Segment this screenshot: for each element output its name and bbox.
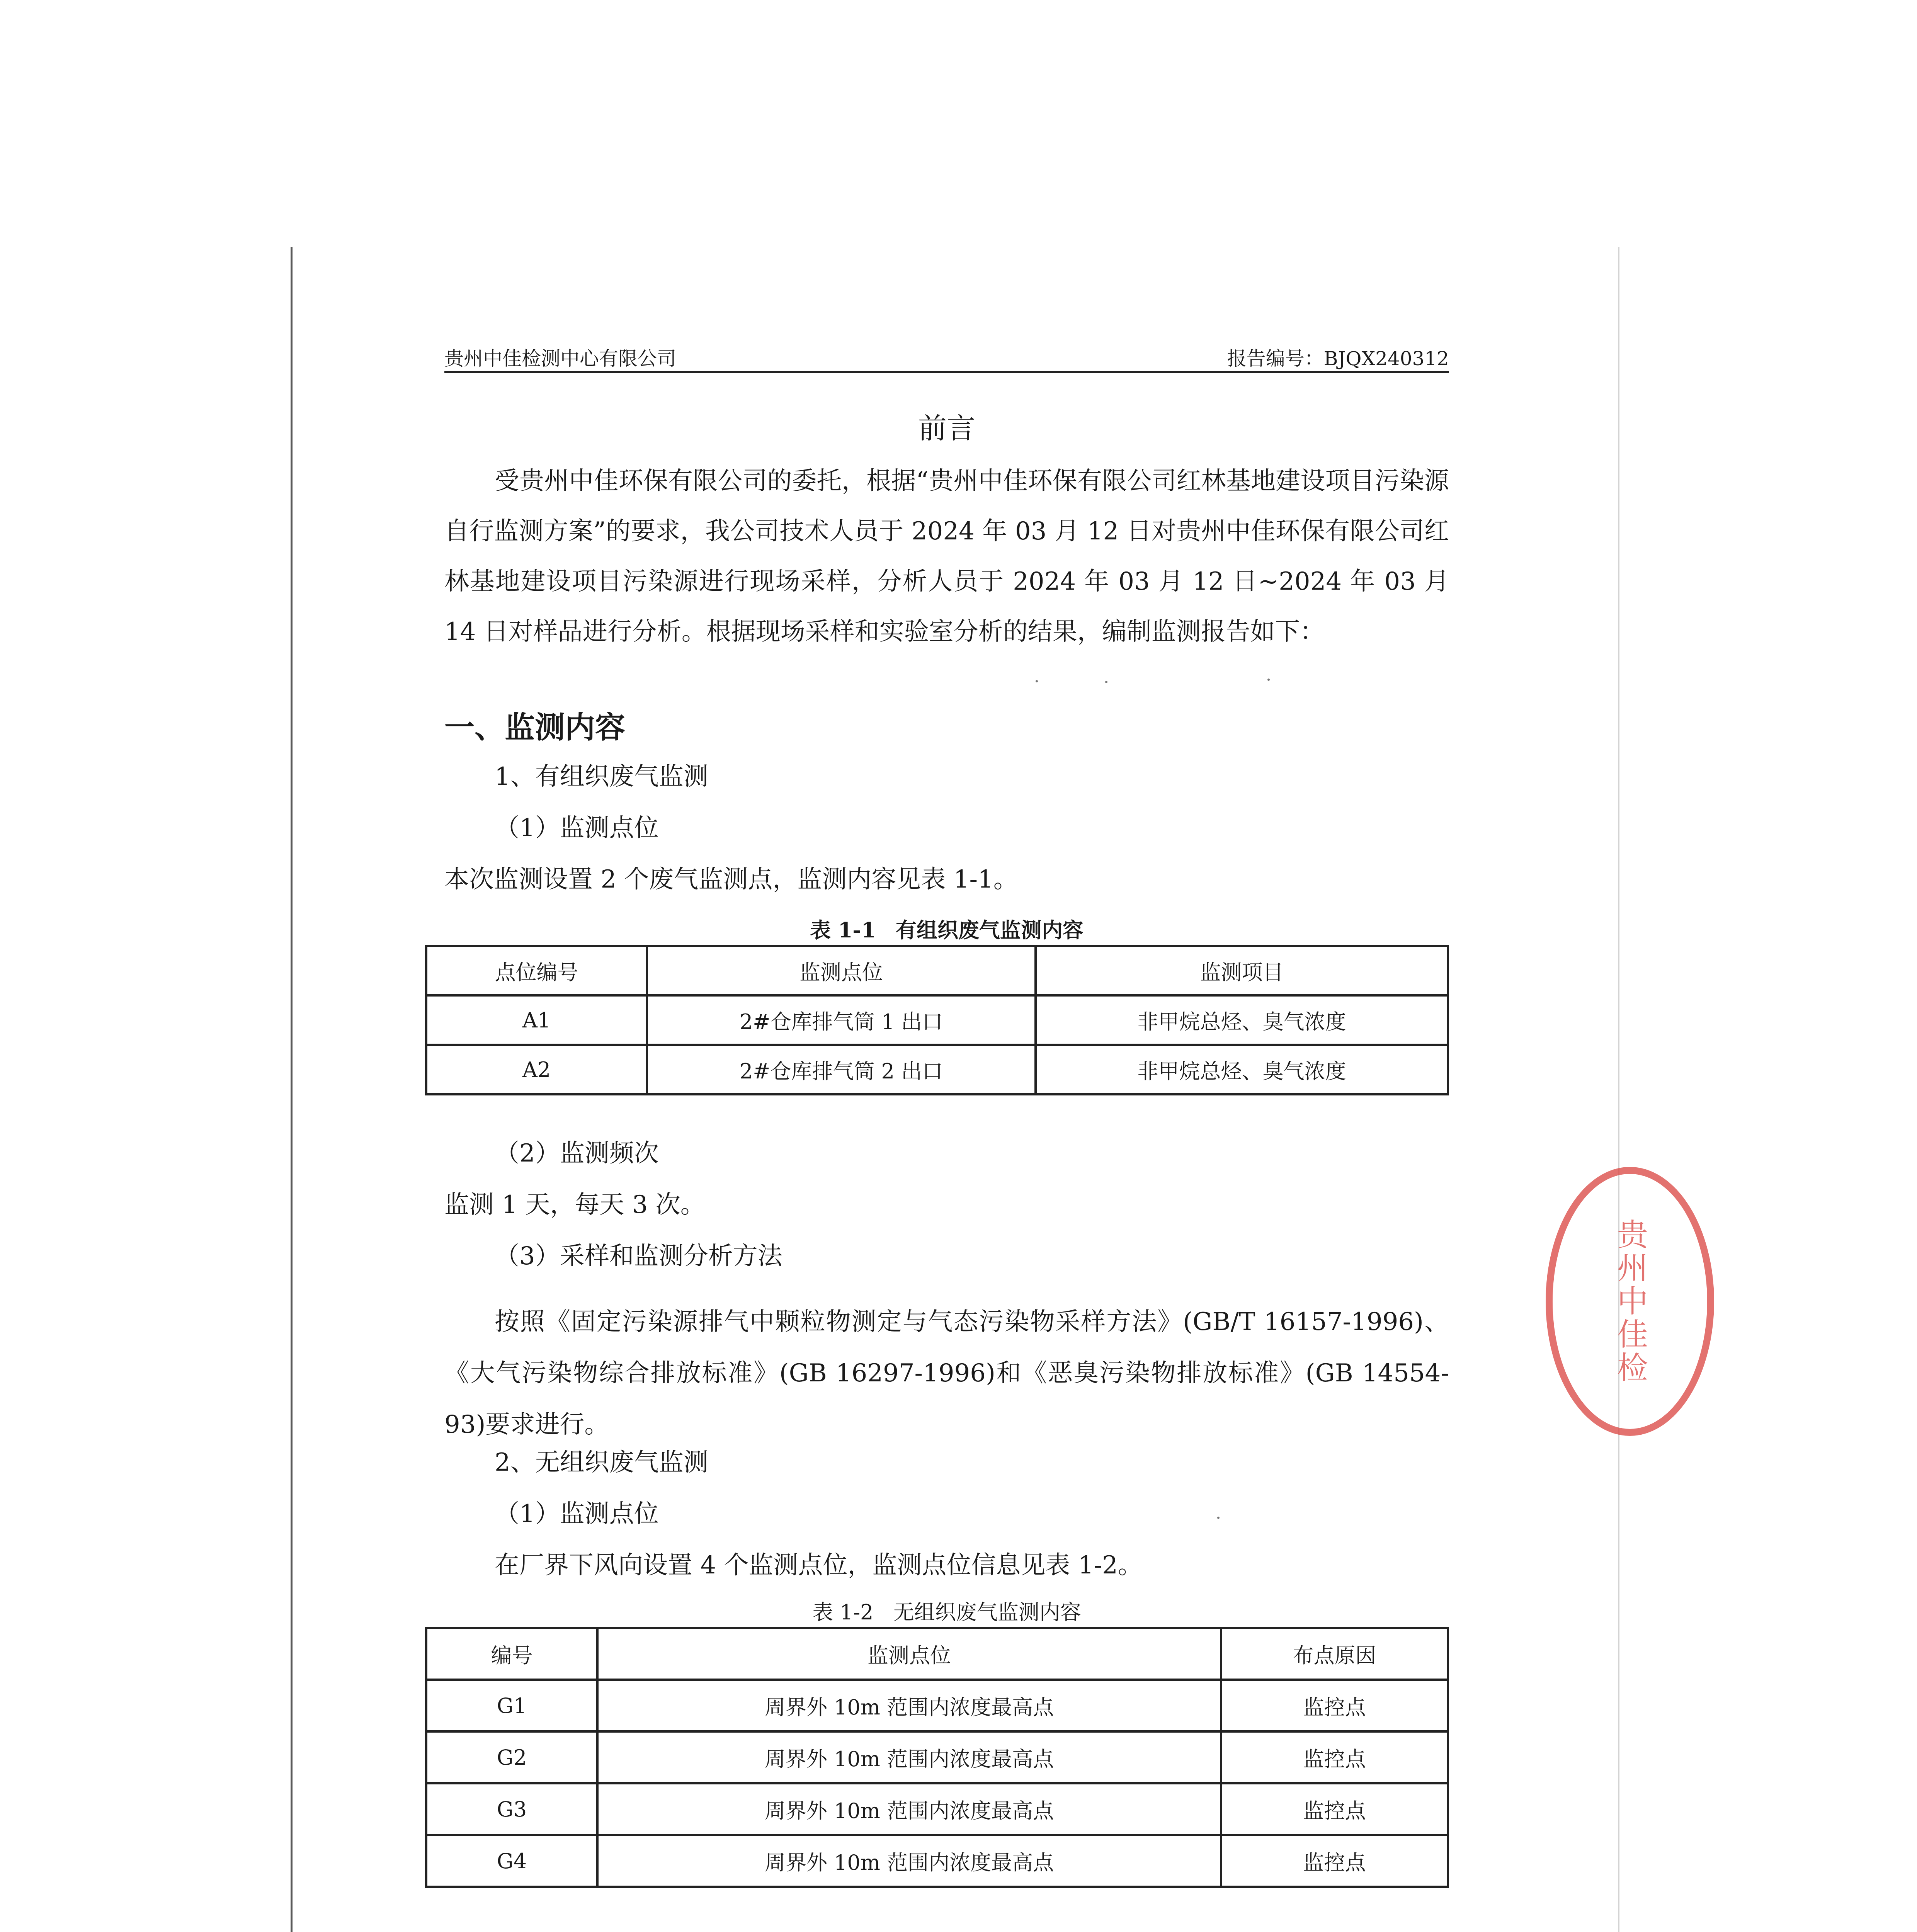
table-header-cell: 布点原因	[1221, 1628, 1448, 1680]
table-cell: 监控点	[1221, 1783, 1448, 1835]
table-1-2-caption-title: 无组织废气监测内容	[893, 1600, 1081, 1624]
freq-text: 监测 1 天，每天 3 次。	[444, 1190, 705, 1219]
preface-title: 前言	[918, 412, 975, 445]
table-header-cell: 点位编号	[426, 946, 647, 995]
table-cell: G2	[426, 1731, 597, 1783]
organized-point-text: 本次监测设置 2 个废气监测点，监测内容见表 1-1。	[444, 865, 1018, 894]
table-cell: 周界外 10m 范围内浓度最高点	[597, 1680, 1221, 1731]
table-cell: 监控点	[1221, 1680, 1448, 1731]
preface-paragraph: 受贵州中佳环保有限公司的委托，根据“贵州中佳环保有限公司红林基地建设项目污染源自行监测方案”的要求，我公司技术人员于 2024 年 03 月 12 日对贵州中佳环保有限公司红林基地建设项目污染源进行现场采样，分析人员于 2024 年 03 月 12 日~2024 年 03 月 14 日对样品进行分析。根据现场采样和实验室分析的结果，编制监测报告如下：	[444, 467, 1449, 646]
table-header-cell: 监测点位	[597, 1628, 1221, 1680]
section-title: 一、监测内容	[444, 710, 626, 745]
scan-edge-right	[1618, 247, 1619, 1932]
table-1-1-caption	[444, 914, 1449, 944]
company-seal	[1546, 1167, 1714, 1436]
table-header-row	[426, 1628, 1448, 1680]
table-header-row	[426, 946, 1448, 995]
scan-edge-left	[291, 247, 293, 1932]
table-row	[426, 1783, 1448, 1835]
table-header-cell: 监测点位	[647, 946, 1036, 995]
table-cell: G4	[426, 1835, 597, 1887]
table-cell: 周界外 10m 范围内浓度最高点	[597, 1783, 1221, 1835]
table-header-cell: 编号	[426, 1628, 597, 1680]
organized-point-heading: （1）监测点位	[495, 814, 659, 842]
unorganized-heading: 2、无组织废气监测	[495, 1448, 708, 1477]
table-cell: G3	[426, 1783, 597, 1835]
table-cell: 非甲烷总烃、臭气浓度	[1036, 1045, 1448, 1094]
organized-heading: 1、有组织废气监测	[495, 762, 708, 791]
header-report-number: 报告编号：BJQX240312	[1227, 347, 1449, 370]
table-1-2-caption-number: 表 1-2	[812, 1600, 874, 1624]
table-cell: G1	[426, 1680, 597, 1731]
table-row	[426, 1045, 1448, 1094]
table-1-1	[425, 945, 1449, 1095]
page-header	[444, 340, 1449, 373]
unorganized-point-text: 在厂界下风向设置 4 个监测点位，监测点位信息见表 1-2。	[495, 1551, 1143, 1580]
freq-heading: （2）监测频次	[495, 1139, 659, 1168]
scan-speck	[1217, 1517, 1220, 1519]
scan-speck	[1105, 681, 1107, 683]
table-cell: 2#仓库排气筒 1 出口	[647, 995, 1036, 1045]
table-1-1-caption-number: 表 1-1	[810, 918, 876, 942]
table-row	[426, 1731, 1448, 1783]
table-1-1-caption-title: 有组织废气监测内容	[895, 918, 1084, 942]
table-cell: 非甲烷总烃、臭气浓度	[1036, 995, 1448, 1045]
header-company: 贵州中佳检测中心有限公司	[444, 347, 676, 370]
table-row	[426, 1835, 1448, 1887]
table-cell: 监控点	[1221, 1835, 1448, 1887]
table-cell: A1	[426, 995, 647, 1045]
scan-speck	[1036, 680, 1038, 682]
table-1-2	[425, 1627, 1449, 1888]
table-cell: A2	[426, 1045, 647, 1094]
table-row	[426, 995, 1448, 1045]
table-cell: 2#仓库排气筒 2 出口	[647, 1045, 1036, 1094]
table-header-cell: 监测项目	[1036, 946, 1448, 995]
table-cell: 周界外 10m 范围内浓度最高点	[597, 1835, 1221, 1887]
scan-speck	[1267, 679, 1270, 681]
table-cell: 监控点	[1221, 1731, 1448, 1783]
unorganized-point-heading: （1）监测点位	[495, 1500, 659, 1528]
seal-text: 贵州中佳检	[1612, 1218, 1648, 1384]
table-1-2-caption	[444, 1596, 1449, 1626]
table-cell: 周界外 10m 范围内浓度最高点	[597, 1731, 1221, 1783]
table-row	[426, 1680, 1448, 1731]
method-heading: （3）采样和监测分析方法	[495, 1242, 782, 1270]
method-text: 按照《固定污染源排气中颗粒物测定与气态污染物采样方法》(GB/T 16157-1996)、《大气污染物综合排放标准》(GB 16297-1996)和《恶臭污染物排放标准》(GB 14554-93)要求进行。	[444, 1308, 1449, 1439]
